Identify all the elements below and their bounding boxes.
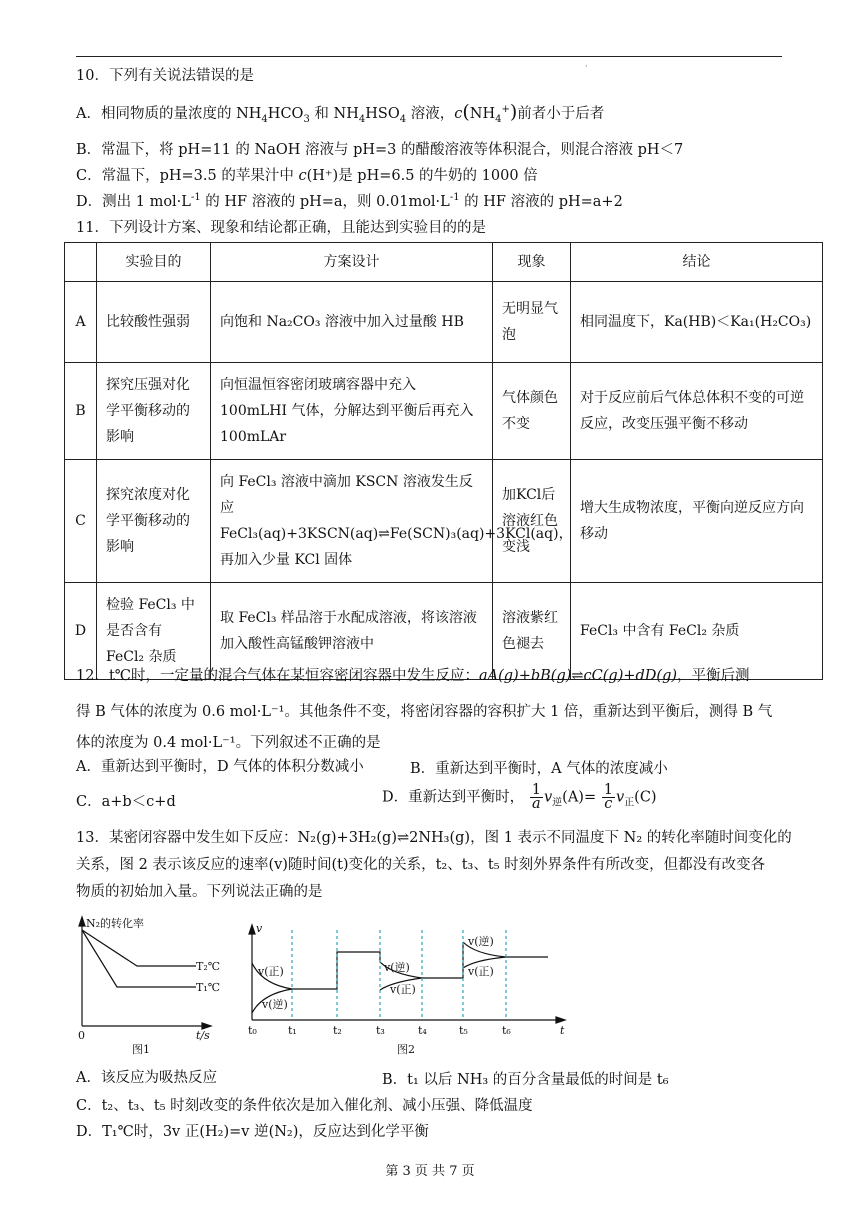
table-row [65,282,823,363]
q13-option-d: D．T₁℃时，3v 正(H₂)=v 逆(N₂)，反应达到化学平衡 [76,1124,429,1140]
table-header-phenomenon: 现象 [493,243,571,282]
fig2-label-v-forward-3: v(正) [468,965,494,978]
row-design: 向恒温恒容密闭玻璃容器中充入100mLHI 气体，分解达到平衡后再充入100mLAr [211,363,493,460]
row-key: B [65,363,97,460]
row-design: 取 FeCl₃ 样品溶于水配成溶液，将该溶液加入酸性高锰酸钾溶液中 [211,583,493,680]
q12-option-a: A．重新达到平衡时，D 气体的体积分数减小 [76,759,364,775]
fig2-x-label: t [560,1024,565,1037]
table-header-design: 方案设计 [211,243,493,282]
fig2-y-arrow [249,925,255,934]
q10-option-a: A．相同物质的量浓度的 $NH_4HCO_3$ 和 $NH_4HSO_4$ 溶液，$c(NH_4^+)$前者小于后者 [76,101,605,125]
fraction-1-over-c: $\frac{1}{c}$ [603,782,613,812]
fig2-label-v-forward-2: v(正) [390,983,416,996]
fig1-label-t2: T₂℃ [196,960,221,973]
fig2-tick: t₀ [248,1024,257,1037]
fig1-x-arrow [202,1023,211,1029]
q13-stem-line1: 13．某密闭容器中发生如下反应：N₂(g)+3H₂(g)⇌2NH₃(g)，图 1 表示不同温度下 N₂ 的转化率随时间变化的 [76,830,792,846]
fig1-curve-t1 [82,930,196,987]
fig2-v-forward-2 [380,978,422,990]
fig2-tick: t₃ [376,1024,385,1037]
row-conclusion: 增大生成物浓度，平衡向逆反应方向移动 [571,460,823,583]
fig1-label-t1: T₁℃ [196,981,221,994]
fig2-v-forward-3 [463,957,506,968]
fig2-time-markers [292,930,506,1020]
page-footer: 第 3 页 共 7 页 [385,1164,475,1179]
row-conclusion: FeCl₃ 中含有 FeCl₂ 杂质 [571,583,823,680]
fig1-x-label: t/s [196,1029,210,1042]
q13-stem-line2: 关系，图 2 表示该反应的速率(v)随时间(t)变化的关系，t₂、t₃、t₅ 时刻外界条件有所改变，但都没有改变各 [76,857,766,873]
row-phenomenon: 溶液紫红色褪去 [493,583,571,680]
table-header-purpose: 实验目的 [97,243,211,282]
q12-stem-line2: 得 B 气体的浓度为 0.6 mol·L⁻¹。其他条件不变，将密闭容器的容积扩大 1 倍，重新达到平衡后，测得 B 气 [76,704,773,720]
q12-option-c: C．a+b＜c+d [76,794,176,810]
q13-option-b: B．t₁ 以后 NH₃ 的百分含量最低的时间是 t₆ [382,1072,669,1088]
table-row [65,363,823,460]
table-header-row [65,243,823,282]
row-phenomenon: 加KCl后溶液红色变浅 [493,460,571,583]
fig2-tick: t₅ [459,1024,468,1037]
q11-stem: 11．下列设计方案、现象和结论都正确，且能达到实验目的的是 [76,220,486,236]
fraction-1-over-a: $\frac{1}{a}$ [531,782,541,812]
q12-option-b: B．重新达到平衡时，A 气体的浓度减小 [410,761,668,777]
fig2-v-reverse-2 [380,962,422,978]
q10-option-d: D．测出 1 $mol\cdot L^{-1}$ 的 HF 溶液的 pH=a，则 $0.01mol\cdot L^{-1}$ 的 HF 溶液的 pH=a+2 [76,192,623,210]
q10-option-b: B．常温下，将 pH=11 的 NaOH 溶液与 pH=3 的醋酸溶液等体积混合，则混合溶液 pH＜7 [76,142,684,158]
fig1-y-label: N₂的转化率 [86,917,145,930]
fig2-v-reverse-3 [463,942,506,957]
row-purpose: 探究压强对化学平衡移动的影响 [97,363,211,460]
row-design-line1: 向 FeCl₃ 溶液中滴加 KSCN 溶液发生反应 [220,474,473,516]
fig2-v-reverse-1 [252,989,292,1013]
fig1-caption: 图1 [132,1043,150,1056]
fig2-tick: t₆ [502,1024,511,1037]
fig2-label-v-reverse-3: v(逆) [468,935,494,948]
q13-option-a: A．该反应为吸热反应 [76,1070,217,1086]
row-phenomenon: 气体颜色不变 [493,363,571,460]
fig2-label-v-reverse-1: v(逆) [262,998,288,1011]
fig2-equilibrium-lines [292,952,380,989]
q10-stem: 10．下列有关说法错误的是 [76,68,254,84]
row-phenomenon: 无明显气泡 [493,282,571,363]
row-key: D [65,583,97,680]
row-key: C [65,460,97,583]
fig2-label-v-forward-1: v(正) [258,965,284,978]
q10-option-c: C．常温下，pH=3.5 的苹果汁中 c(H⁺)是 pH=6.5 的牛奶的 1000 倍 [76,168,538,184]
fig2-tick: t₄ [418,1024,427,1037]
fig2-x-arrow [556,1017,565,1023]
fig2-tick: t₂ [333,1024,342,1037]
row-purpose: 检验 FeCl₃ 中是否含有 FeCl₂ 杂质 [97,583,211,680]
row-design-line2: FeCl₃(aq)+3KSCN(aq)⇌Fe(SCN)₃(aq)+3KCl(aq)，再加入少量 KCl 固体 [220,526,573,568]
fig2-equilibrium-2 [422,942,463,978]
header-rule [76,56,782,57]
q12-stem-line1: 12．t℃时，一定量的混合气体在某恒容密闭容器中发生反应：aA(g)+bB(g)⇌cC(g)+dD(g)，平衡后测 [76,668,750,684]
fig2-v-forward-1 [252,963,292,989]
row-purpose: 探究浓度对化学平衡移动的影响 [97,460,211,583]
dot-mark: · [585,62,588,71]
row-key: A [65,282,97,363]
q13-stem-line3: 物质的初始加入量。下列说法正确的是 [76,884,323,900]
fig1-y-arrow [79,917,85,926]
q13-option-c: C．t₂、t₃、t₅ 时刻改变的条件依次是加入催化剂、减小压强、降低温度 [76,1098,533,1114]
q12-stem-line3: 体的浓度为 0.4 mol·L⁻¹。下列叙述不正确的是 [76,735,381,751]
fig1-origin: 0 [78,1029,85,1042]
row-design: 向饱和 Na₂CO₃ 溶液中加入过量酸 HB [211,282,493,363]
table-header-conclusion: 结论 [571,243,823,282]
fig2-caption: 图2 [397,1043,415,1056]
fig1-curve-t2 [82,930,196,966]
fig2-y-label: v [256,922,263,935]
q12-option-d: D．重新达到平衡时， $\frac{1}{a}$ $v_逆(A)=$ $\frac{1}{c}$ $v_正(C)$ [382,782,657,812]
fig2-tick: t₁ [288,1024,297,1037]
row-conclusion: 对于反应前后气体总体积不变的可逆反应，改变压强平衡不移动 [571,363,823,460]
experiment-table [64,242,823,680]
row-conclusion: 相同温度下，Ka(HB)＜Ka₁(H₂CO₃) [571,282,823,363]
table-row [65,583,823,680]
fig2-label-v-reverse-2: v(逆) [384,961,410,974]
table-row [65,460,823,583]
row-purpose: 比较酸性强弱 [97,282,211,363]
table-header-key [65,243,97,282]
